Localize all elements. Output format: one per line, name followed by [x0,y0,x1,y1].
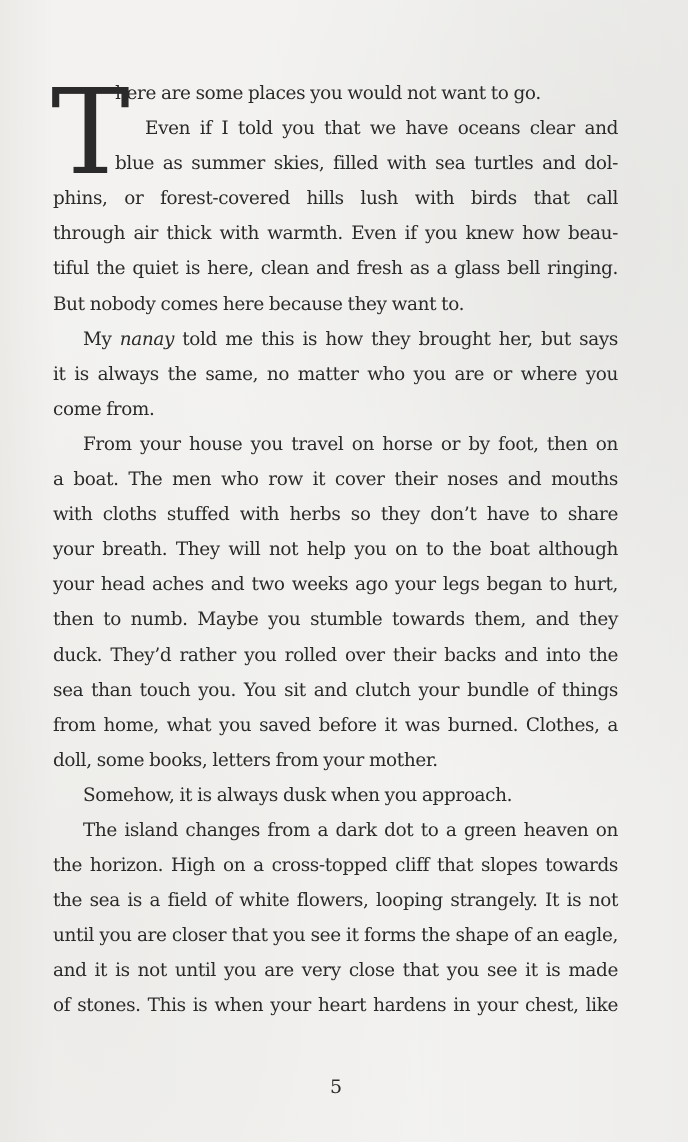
text-line: But nobody comes here because they want to. [53,293,465,315]
text-line: blue as summer skies, filled with sea turtles and dol- [115,153,618,175]
drop-cap: T [51,63,130,201]
text-line: here are some places you would not want to go. [115,83,541,104]
page-number: 5 [329,1076,343,1098]
text-line: it is always the same, no matter who you are or where you [53,363,618,385]
text-line: duck. They’d rather you rolled over their backs and into the [53,644,618,666]
text-line: Somehow, it is always dusk when you approach. [83,784,513,806]
text-line-segment: told me this is how they brought her, but says [174,328,618,350]
text-line: the sea is a field of white flowers, looping strangely. It is not [53,890,618,912]
text-line: the horizon. High on a cross-topped cliff that slopes towards [53,855,618,877]
text-line: The island changes from a dark dot to a green heaven on [83,819,618,841]
text-line: until you are closer that you see it forms the shape of an eagle, [53,925,618,947]
text-line: come from. [53,398,155,420]
text-line: Even if I told you that we have oceans clear and [145,118,618,140]
italic-word: nanay [119,328,175,350]
text-lines [51,63,618,1024]
text-line: your head aches and two weeks ago your legs began to hurt, [53,574,618,596]
text-line: and it is not until you are very close that you see it is made [53,960,618,982]
body-text [51,63,618,1024]
text-line: phins, or forest-covered hills lush with birds that call [53,188,618,210]
text-line: through air thick with warmth. Even if you knew how beau- [53,223,618,245]
text-line: sea than touch you. You sit and clutch your bundle of things [53,679,618,701]
text-line: with cloths stuffed with herbs so they don’t have to share [53,504,618,526]
text-line: from home, what you saved before it was burned. Clothes, a [53,714,618,736]
text-line: then to numb. Maybe you stumble towards them, and they [53,609,618,631]
text-line: of stones. This is when your heart hardens in your chest, like [53,995,618,1017]
text-line: a boat. The men who row it cover their noses and mouths [53,469,618,491]
text-line: tiful the quiet is here, clean and fresh as a glass bell ringing. [53,258,618,280]
text-line: From your house you travel on horse or by foot, then on [83,433,618,455]
text-line: doll, some books, letters from your mother. [53,749,438,771]
text-line [53,322,618,357]
text-line-segment: My [83,328,120,350]
text-line: your breath. They will not help you on to the boat although [53,539,618,561]
